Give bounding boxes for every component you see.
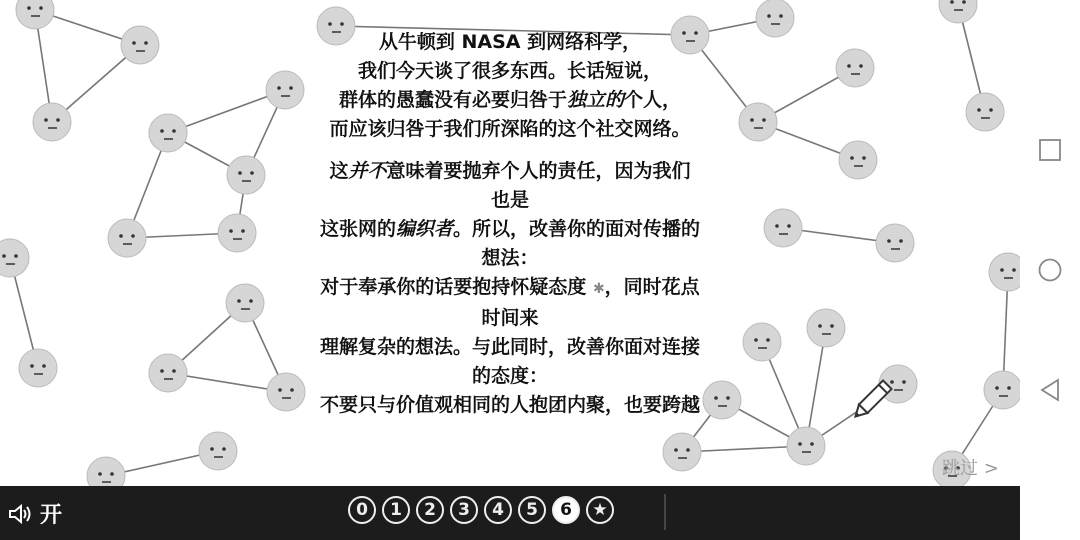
person-node-icon xyxy=(149,354,187,392)
speaker-icon xyxy=(8,503,34,525)
home-icon[interactable] xyxy=(1036,256,1064,284)
person-node-icon xyxy=(19,349,57,387)
text-line: 也是 xyxy=(490,189,529,211)
sound-toggle[interactable] xyxy=(8,498,62,529)
person-node-icon xyxy=(836,49,874,87)
story-text xyxy=(250,28,770,433)
chapter-button[interactable]: 1 xyxy=(382,496,410,524)
text-line: 从牛顿到 NASA 到网络科学， xyxy=(378,31,642,53)
chapter-button[interactable]: 6 xyxy=(552,496,580,524)
person-node-icon xyxy=(16,0,54,29)
bottom-toolbar xyxy=(0,486,1020,540)
person-node-icon xyxy=(807,309,845,347)
person-node-icon xyxy=(33,103,71,141)
chapter-button[interactable]: 4 xyxy=(484,496,512,524)
divider xyxy=(664,494,666,530)
person-node-icon xyxy=(0,239,29,277)
text-line: 不要只与价值观相同的人抱团内聚，也要跨越 xyxy=(319,394,700,416)
person-node-icon xyxy=(839,141,877,179)
person-node-icon xyxy=(663,433,701,471)
person-node-icon xyxy=(876,224,914,262)
text-line: 的态度： xyxy=(471,365,548,387)
text-line: 这并不意味着要抛弃个人的责任，因为我们 xyxy=(329,160,691,182)
person-node-icon xyxy=(989,253,1020,291)
chapter-button[interactable]: 0 xyxy=(348,496,376,524)
person-node-icon xyxy=(121,26,159,64)
text-line: 想法： xyxy=(481,247,539,269)
sound-label: 开 xyxy=(40,503,63,528)
person-node-icon xyxy=(984,371,1020,409)
chapter-button[interactable]: 5 xyxy=(518,496,546,524)
person-node-icon xyxy=(199,432,237,470)
text-line: 我们今天谈了很多东西。长话短说， xyxy=(357,60,662,82)
recent-apps-icon[interactable] xyxy=(1036,136,1064,164)
text-line: 群体的愚蠢没有必要归咎于独立的个人， xyxy=(338,89,682,111)
skip-button[interactable]: 跳过 > xyxy=(942,458,999,479)
footnote-star-icon[interactable]: ✱ xyxy=(592,281,605,297)
text-line: 而应该归咎于我们所深陷的这个社交网络。 xyxy=(329,118,691,140)
system-nav-bar xyxy=(1020,0,1080,540)
chapter-button[interactable]: 3 xyxy=(450,496,478,524)
text-line: 时间来 xyxy=(481,307,539,329)
text-line: 这张网的编织者。所以，改善你的面对传播的 xyxy=(319,218,701,240)
person-node-icon xyxy=(966,93,1004,131)
chapter-button[interactable]: ★ xyxy=(586,496,614,524)
person-node-icon xyxy=(149,114,187,152)
back-icon[interactable] xyxy=(1036,376,1064,404)
pencil-icon[interactable] xyxy=(846,376,896,430)
chapter-button[interactable]: 2 xyxy=(416,496,444,524)
text-line: 对于奉承你的话要抱持怀疑态度 ✱，同时花点 xyxy=(320,276,700,298)
person-node-icon xyxy=(787,427,825,465)
text-line: 理解复杂的想法。与此同时，改善你面对连接 xyxy=(319,336,700,358)
chapter-nav xyxy=(348,496,614,524)
person-node-icon xyxy=(939,0,977,23)
person-node-icon xyxy=(108,219,146,257)
